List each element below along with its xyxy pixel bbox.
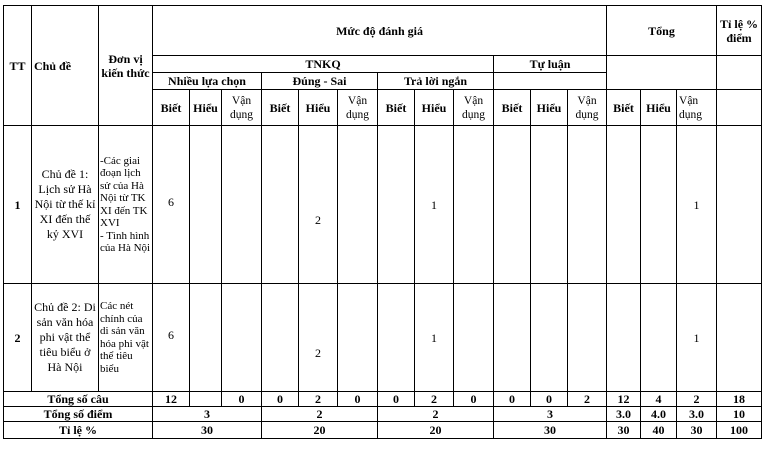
level-van-dung: Vận dụng <box>568 90 607 126</box>
summary-value: 4.0 <box>641 407 677 422</box>
summary-value: 20 <box>262 422 378 439</box>
summary-value: 0 <box>531 392 568 407</box>
header-ti-le-diem: Tỉ lệ % điểm <box>717 6 762 56</box>
cell <box>222 126 262 284</box>
summary-value: 40 <box>641 422 677 439</box>
level-hieu: Hiểu <box>415 90 454 126</box>
header-tra-loi-ngan: Trả lời ngắn <box>378 73 494 90</box>
header-tong-blank <box>607 56 717 90</box>
cell <box>607 126 641 284</box>
summary-value: 3 <box>494 407 607 422</box>
cell: 2 <box>299 284 338 392</box>
row-unit: Các nét chính của di sản văn hóa phi vật thể tiêu biểu <box>99 284 153 392</box>
cell <box>641 126 677 284</box>
cell <box>190 284 222 392</box>
summary-value: 3 <box>153 407 262 422</box>
summary-row-tong-so-cau <box>4 392 762 407</box>
row-tt: 1 <box>4 126 32 284</box>
summary-value: 0 <box>454 392 494 407</box>
cell: 2 <box>299 126 338 284</box>
summary-value: 12 <box>153 392 190 407</box>
cell <box>338 284 378 392</box>
cell <box>262 284 299 392</box>
cell <box>717 284 762 392</box>
cell <box>338 126 378 284</box>
row-unit: -Các giai đoạn lịch sử của Hà Nội từ TK XI đến TK XVI - Tình hình của Hà Nội <box>99 126 153 284</box>
cell <box>494 126 531 284</box>
summary-value: 3.0 <box>677 407 717 422</box>
summary-value: 0 <box>222 392 262 407</box>
header-nhieu-lua-chon: Nhiều lựa chọn <box>153 73 262 90</box>
cell <box>568 284 607 392</box>
summary-value: 2 <box>568 392 607 407</box>
row-topic: Chủ đề 1: Lịch sử Hà Nội từ thế kỉ XI đến thế kỷ XVI <box>32 126 99 284</box>
assessment-matrix-table <box>3 5 762 439</box>
cell <box>454 284 494 392</box>
level-biet: Biết <box>494 90 531 126</box>
cell: 1 <box>415 126 454 284</box>
level-van-dung: Vận dụng <box>222 90 262 126</box>
level-van-dung: Vận dụng <box>454 90 494 126</box>
header-tu-luan-blank <box>494 73 607 90</box>
cell <box>222 284 262 392</box>
cell <box>378 284 415 392</box>
level-biet: Biết <box>262 90 299 126</box>
level-hieu: Hiểu <box>190 90 222 126</box>
cell: 1 <box>415 284 454 392</box>
table-row <box>4 284 762 392</box>
cell <box>262 126 299 284</box>
header-dung-sai: Đúng - Sai <box>262 73 378 90</box>
summary-value: 3.0 <box>607 407 641 422</box>
summary-value: 10 <box>717 407 762 422</box>
cell: 6 <box>153 284 190 392</box>
summary-label: Tổng số điểm <box>4 407 153 422</box>
summary-label: Tỉ lệ % <box>4 422 153 439</box>
level-hieu: Hiểu <box>531 90 568 126</box>
cell <box>531 126 568 284</box>
summary-value: 100 <box>717 422 762 439</box>
summary-value: 4 <box>641 392 677 407</box>
row-topic: Chủ đề 2: Di sản văn hóa phi vật thể tiêu biểu ở Hà Nội <box>32 284 99 392</box>
summary-value: 0 <box>494 392 531 407</box>
summary-row-ti-le <box>4 422 762 439</box>
row-tt: 2 <box>4 284 32 392</box>
header-ti-le-blank <box>717 56 762 90</box>
summary-value: 2 <box>378 407 494 422</box>
summary-value: 18 <box>717 392 762 407</box>
summary-value: 2 <box>415 392 454 407</box>
cell <box>190 126 222 284</box>
cell <box>494 284 531 392</box>
summary-label: Tổng số câu <box>4 392 153 407</box>
cell: 1 <box>677 284 717 392</box>
level-biet: Biết <box>607 90 641 126</box>
header-muc-do-danh-gia: Mức độ đánh giá <box>153 6 607 56</box>
summary-value: 30 <box>494 422 607 439</box>
summary-value: 0 <box>378 392 415 407</box>
level-biet: Biết <box>153 90 190 126</box>
summary-value: 12 <box>607 392 641 407</box>
level-hieu: Hiểu <box>641 90 677 126</box>
cell: 1 <box>677 126 717 284</box>
cell <box>568 126 607 284</box>
level-van-dung: Vận dụng <box>677 90 717 126</box>
cell: 6 <box>153 126 190 284</box>
summary-value: 0 <box>338 392 378 407</box>
header-tt: TT <box>4 6 32 126</box>
level-hieu: Hiểu <box>299 90 338 126</box>
cell <box>607 284 641 392</box>
cell <box>531 284 568 392</box>
summary-value: 30 <box>677 422 717 439</box>
cell <box>378 126 415 284</box>
level-van-dung: Vận dụng <box>338 90 378 126</box>
summary-value <box>190 392 222 407</box>
header-tnkq: TNKQ <box>153 56 494 73</box>
summary-value: 2 <box>299 392 338 407</box>
cell <box>454 126 494 284</box>
level-ti-le-blank <box>717 90 762 126</box>
summary-value: 0 <box>262 392 299 407</box>
table-row <box>4 126 762 284</box>
summary-row-tong-so-diem <box>4 407 762 422</box>
level-biet: Biết <box>378 90 415 126</box>
header-tong: Tổng <box>607 6 717 56</box>
header-don-vi: Đơn vị kiến thức <box>99 6 153 126</box>
summary-value: 30 <box>153 422 262 439</box>
header-tu-luan: Tự luận <box>494 56 607 73</box>
header-chu-de: Chủ đề <box>32 6 99 126</box>
cell <box>717 126 762 284</box>
summary-value: 20 <box>378 422 494 439</box>
cell <box>641 284 677 392</box>
summary-value: 2 <box>262 407 378 422</box>
summary-value: 2 <box>677 392 717 407</box>
summary-value: 30 <box>607 422 641 439</box>
